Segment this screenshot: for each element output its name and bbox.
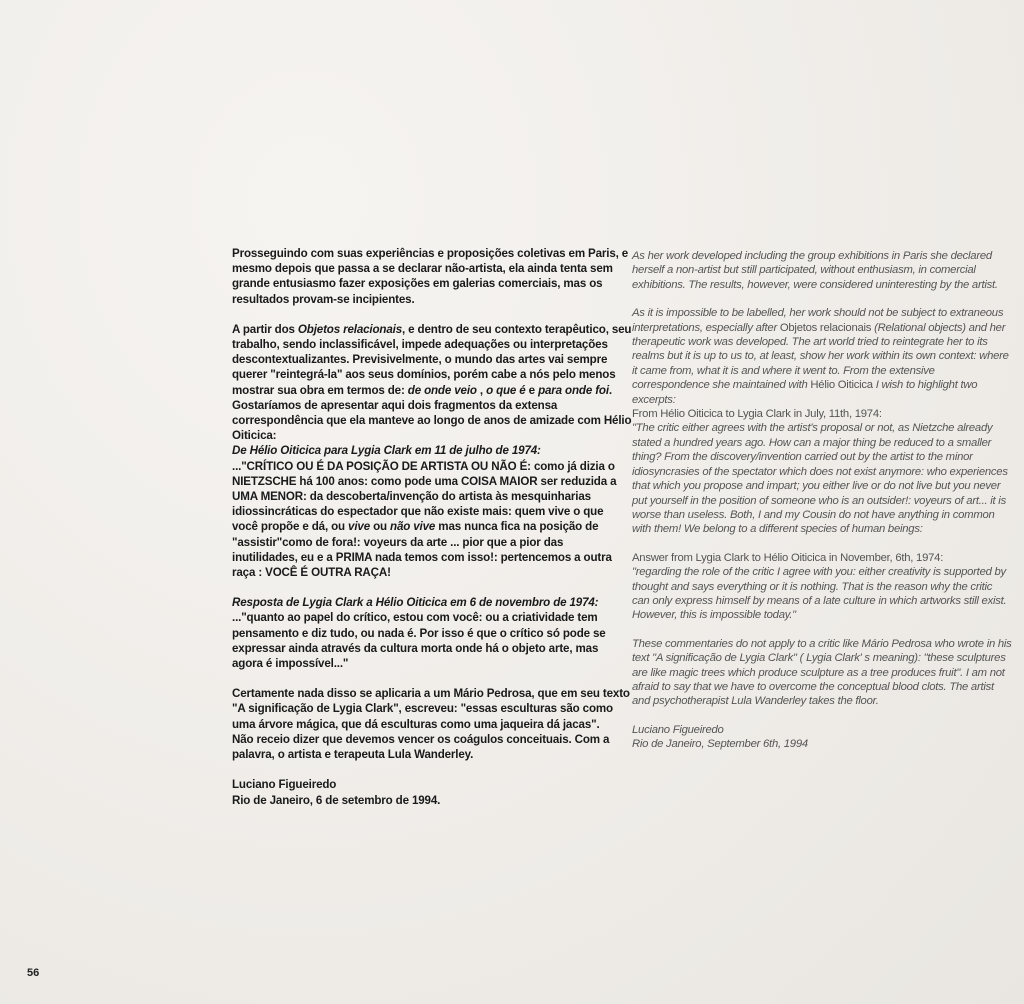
- page-number: 56: [27, 967, 40, 979]
- en-letter-body-lygia: "regarding the role of the critic I agree with you: either creativity is supported by thought and says everything or it is nothing. That is the reason why the critic can only express himself by means of a late culture in which artworks still exist. However, this is impossible today.": [632, 566, 1007, 622]
- english-column: [632, 249, 1012, 752]
- pt-paragraph-closing: Não receio dizer que devemos vencer os coágulos conceituais. Com a palavra, o artista e terapeuta Lula Wanderley.: [232, 732, 610, 762]
- pt-signature-name: Luciano Figueiredo: [232, 778, 337, 792]
- en-letter-body-helio: "The critic either agrees with the artist's proposal or not, as Nietzche already stated a hundred years ago. How can a major thing be reduced to a smaller thing? From the discovery/invention carried out by the artist to the minor idiosyncrasies of the spectator which does not exist anymore: who experiences that which you propose and impart; you either live or do not live but you never put yourself in the position of someone who is an outsider!: voyeurs of art... it is worse than useless. Both, I and my Cousin do not have anything in common with them! We belong to a different species of human beings:: [632, 422, 1008, 536]
- en-letter-heading-helio: From Hélio Oiticica to Lygia Clark in July, 11th, 1974:: [632, 408, 882, 421]
- pt-letter-body-helio: ..."CRÍTICO OU É DA POSIÇÃO DE ARTISTA OU NÃO É: como já dizia o NIETZSCHE há 100 anos: como pode uma COISA MAIOR ser reduzida a UMA MENOR: da descoberta/invenção do artista às mesquinharias idiossincráticas do espectador que não existe mais: quem vive o que você propõe e dá, ou vive ou não vive mas nunca fica na posição de "assistir"como de fora!: voyeurs da arte ... pior que a pior das inutilidades, eu e a PRIMA nada temos com isso!: pertencemos a outra raça : VOCÊ É OUTRA RAÇA!: [232, 459, 617, 580]
- portuguese-column: [232, 246, 632, 808]
- pt-paragraph-pedrosa: Certamente nada disso se aplicaria a um Mário Pedrosa, que em seu texto "A significação de Lygia Clark", escreveu: "essas esculturas são como uma árvore mágica, que dá esculturas como uma jaqueira dá jacas".: [232, 687, 630, 731]
- pt-paragraph-objetos: A partir dos Objetos relacionais, e dentro de seu contexto terapêutico, seu trabalho, sendo inclassificável, impede adequações ou interpretações descontextualizantes. Previsivelmente, o mundo das artes vai sempre querer "reintegrá-la" aos seus domínios, porém cabe a nós pelo menos mostrar sua obra em termos de: de onde veio , o que é e para onde foi.: [232, 322, 632, 397]
- pt-letter-heading-lygia: Resposta de Lygia Clark a Hélio Oiticica em 6 de novembro de 1974:: [232, 596, 599, 610]
- pt-paragraph-correspondence: Gostaríamos de apresentar aqui dois fragmentos da extensa correspondência que ela manteve ao longo de anos de amizade com Hélio Oiticica:: [232, 398, 632, 443]
- pt-letter-body-lygia: ..."quanto ao papel do crítico, estou com você: ou a criatividade tem pensamento e diz tudo, ou nada é. Por isso é que o crítico só pode se expressar ainda através da cultura morta onde há o objeto arte, mas agora é impossível...": [232, 611, 606, 671]
- en-paragraph-intro: As her work developed including the group exhibitions in Paris she declared herself a non-artist but still participated, without enthusiasm, in comercial exhibitions. The results, however, were considered uninteresting by the artist.: [632, 250, 998, 291]
- en-paragraph-objetos: As it is impossible to be labelled, her work should not be subject to extraneous interpretations, especially after Objetos relacionais (Relational objects) and her therapeutic work was developed. The art world tried to reintegrate her to its realms but it is up to us to, at least, show her work within its own context: where it came from, what it is and where it went to. From the extensive correspondence she maintained with Hélio Oiticica I wish to highlight two excerpts:: [632, 307, 1009, 406]
- en-letter-heading-lygia: Answer from Lygia Clark to Hélio Oiticica in November, 6th, 1974:: [632, 551, 944, 564]
- en-signature-name: Luciano Figueiredo: [632, 723, 724, 736]
- pt-signature-place: Rio de Janeiro, 6 de setembro de 1994.: [232, 793, 441, 807]
- en-signature-place: Rio de Janeiro, September 6th, 1994: [632, 738, 808, 751]
- pt-letter-heading-helio: De Hélio Oiticica para Lygia Clark em 11 de julho de 1974:: [232, 444, 541, 458]
- pt-paragraph-intro: Prosseguindo com suas experiências e proposições coletivas em Paris, e mesmo depois que passa a se declarar não-artista, ela ainda tenta sem grande entusiasmo fazer exposições em galerias comerciais, mas os resultados provam-se incipientes.: [232, 247, 629, 306]
- en-paragraph-pedrosa: These commentaries do not apply to a critic like Mário Pedrosa who wrote in his text "A significação de Lygia Clark" ( Lygia Clark' s meaning): "these sculptures are like magic trees which produce sculpture as a tree produces fruit". I am not afraid to say that we have to overcome the conceptual blood clots. The artist and psychotherapist Lula Wanderley takes the floor.: [632, 637, 1012, 708]
